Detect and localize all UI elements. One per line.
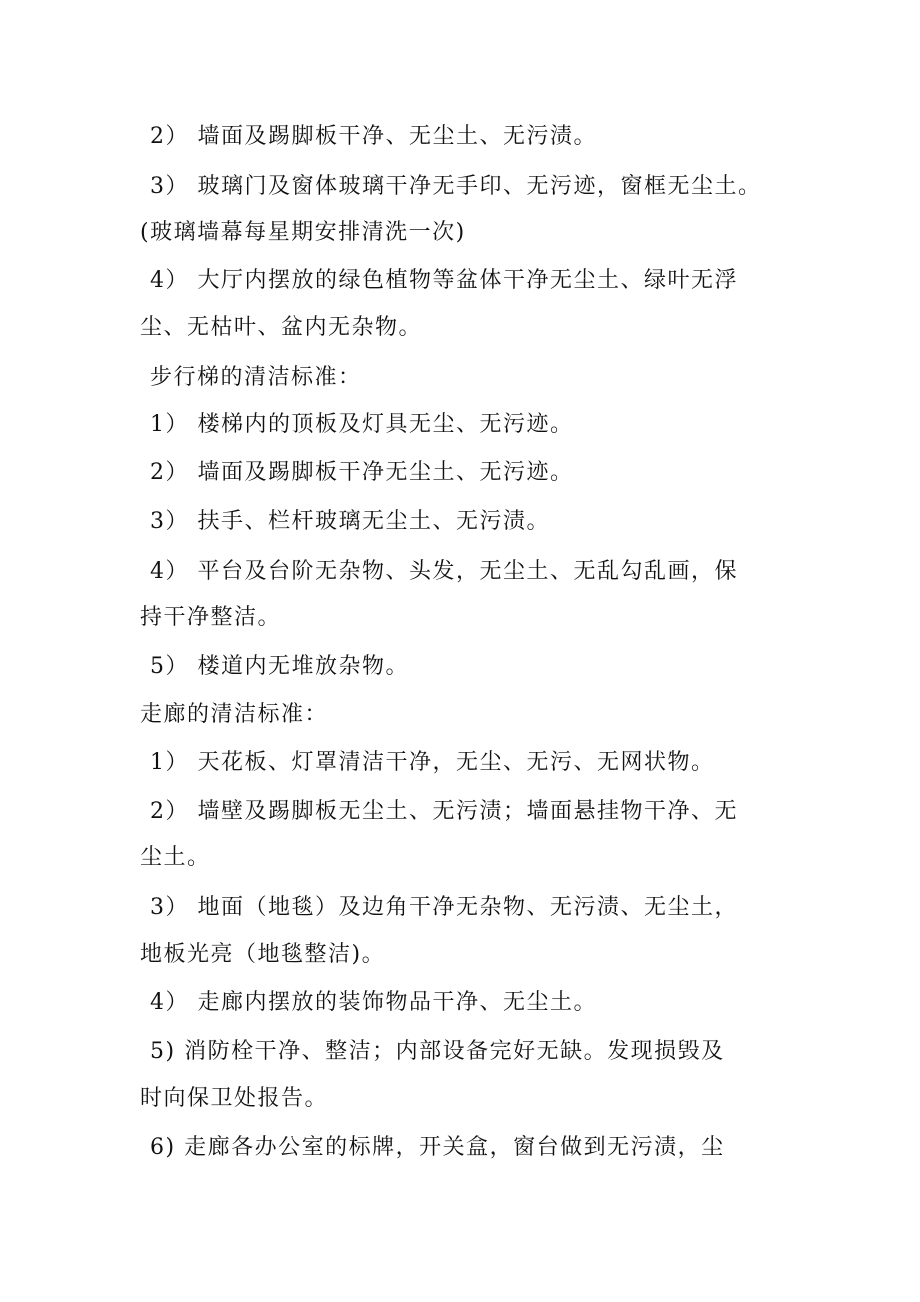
- text-line: 5） 楼道内无堆放杂物。: [150, 654, 409, 679]
- text-line: 4） 大厅内摆放的绿色植物等盆体干净无尘土、绿叶无浮: [150, 268, 738, 293]
- text-line: 尘土。: [140, 845, 211, 870]
- section-heading: 步行梯的清洁标准：: [150, 365, 362, 390]
- text-line: 2） 墙面及踢脚板干净、无尘土、无污渍。: [150, 124, 597, 149]
- text-line: 1） 楼梯内的顶板及灯具无尘、无污迹。: [150, 412, 574, 437]
- text-line: (玻璃墙幕每星期安排清洗一次): [140, 220, 466, 245]
- text-line: 4） 走廊内摆放的装饰物品干净、无尘土。: [150, 990, 597, 1015]
- section-heading: 走廊的清洁标准：: [140, 702, 329, 727]
- text-line: 尘、无枯叶、盆内无杂物。: [140, 315, 423, 340]
- text-line: 地板光亮（地毯整洁)。: [140, 942, 386, 967]
- text-line: 4） 平台及台阶无杂物、头发，无尘土、无乱勾乱画，保: [150, 559, 738, 584]
- text-line: 6) 走廊各办公室的标牌，开关盒，窗台做到无污渍，尘: [150, 1135, 725, 1160]
- text-line: 1） 天花板、灯罩清洁干净，无尘、无污、无网状物。: [150, 750, 715, 775]
- text-line: 3） 地面（地毯）及边角干净无杂物、无污渍、无尘土，: [150, 895, 738, 920]
- text-line: 3） 玻璃门及窗体玻璃干净无手印、无污迹，窗框无尘土。: [150, 174, 762, 199]
- text-line: 2） 墙壁及踢脚板无尘土、无污渍；墙面悬挂物干净、无: [150, 799, 738, 824]
- text-line: 3） 扶手、栏杆玻璃无尘土、无污渍。: [150, 509, 550, 534]
- text-line: 2） 墙面及踢脚板干净无尘土、无污迹。: [150, 460, 574, 485]
- text-line: 持干净整洁。: [140, 605, 282, 630]
- text-line: 5) 消防栓干净、整洁；内部设备完好无缺。发现损毁及: [150, 1039, 725, 1064]
- text-line: 时向保卫处报告。: [140, 1086, 329, 1111]
